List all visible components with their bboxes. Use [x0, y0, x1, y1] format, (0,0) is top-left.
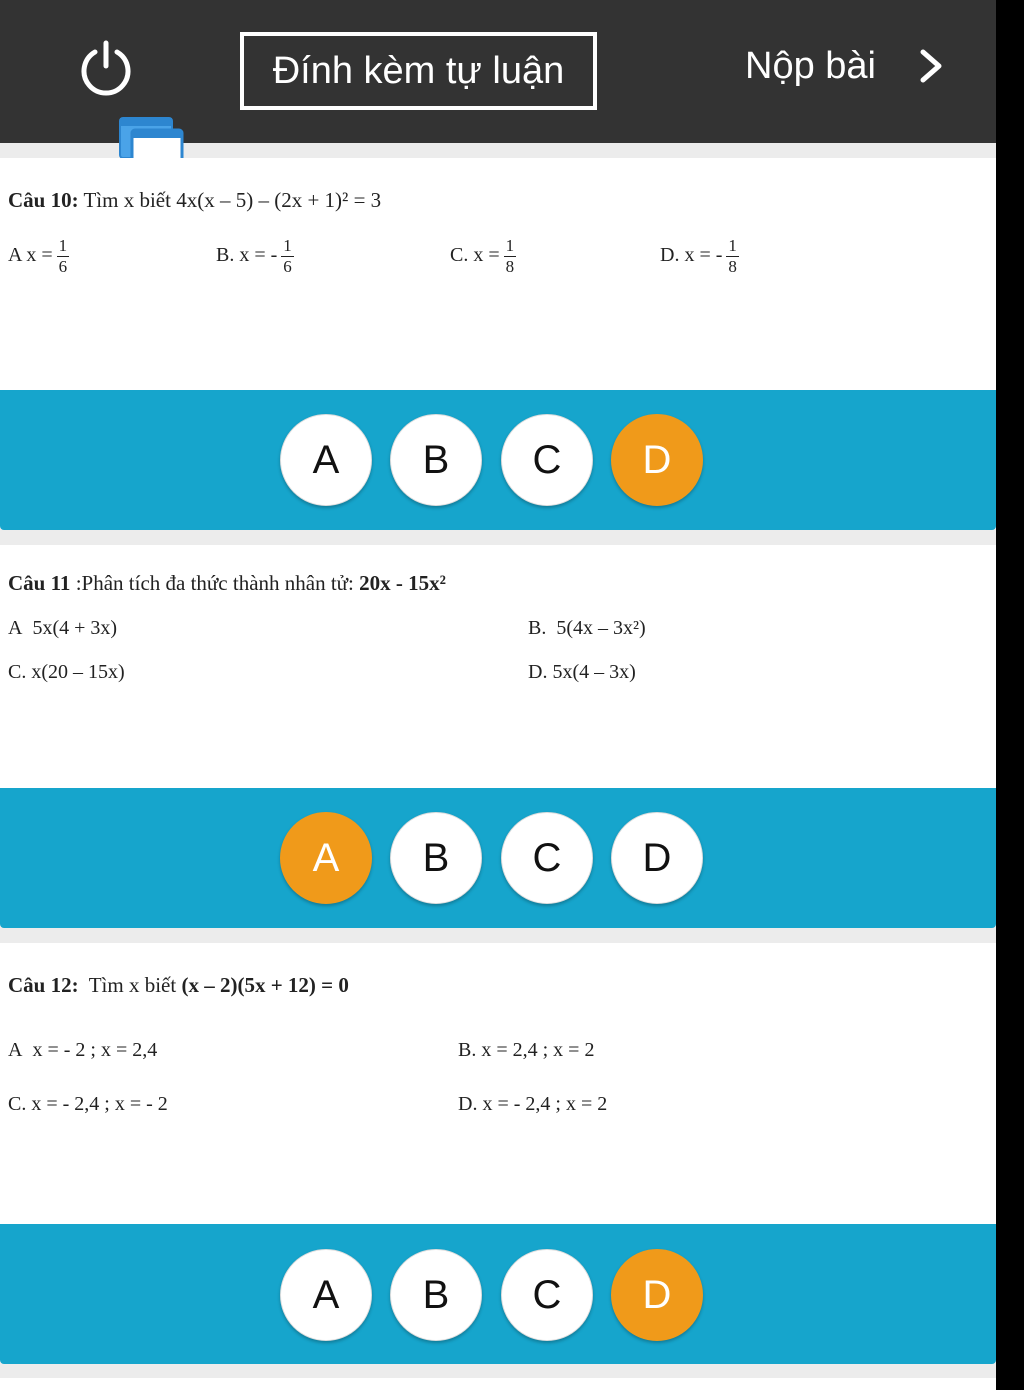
answer-c-button[interactable]: C	[501, 414, 593, 506]
option-b: B. x = - $\frac{1}{6}$	[216, 236, 292, 276]
next-question-card	[0, 1378, 996, 1390]
answer-c-button[interactable]: C	[501, 1249, 593, 1341]
chevron-right-icon[interactable]	[913, 48, 949, 84]
question-number: Câu 11	[8, 571, 71, 595]
question-card-10	[0, 158, 996, 390]
answer-b-button[interactable]: B	[390, 812, 482, 904]
option-c: C. x = - 2,4 ; x = - 2	[8, 1093, 168, 1115]
question-prompt: :Phân tích đa thức thành nhân tử:	[75, 571, 354, 595]
question-text	[8, 188, 381, 213]
submit-button[interactable]: Nộp bài	[745, 45, 876, 87]
answer-a-button[interactable]: A	[280, 812, 372, 904]
answer-b-button[interactable]: B	[390, 1249, 482, 1341]
answer-bar-10	[0, 390, 996, 530]
option-d: D. x = - $\frac{1}{8}$	[660, 236, 737, 276]
option-a: A x = $\frac{1}{6}$	[8, 236, 68, 276]
question-card-12	[0, 943, 996, 1224]
question-prompt: Tìm x biết	[88, 973, 177, 997]
question-number: Câu 10:	[8, 188, 79, 212]
question-number: Câu 12:	[8, 973, 79, 997]
option-a: A x = - 2 ; x = 2,4	[8, 1039, 158, 1061]
right-edge	[996, 0, 1024, 1390]
question-text	[8, 571, 446, 596]
question-card-11	[0, 545, 996, 788]
answer-a-button[interactable]: A	[280, 414, 372, 506]
question-text	[8, 973, 349, 998]
answer-a-button[interactable]: A	[280, 1249, 372, 1341]
option-b: B. x = 2,4 ; x = 2	[458, 1039, 595, 1061]
option-d: D. 5x(4 – 3x)	[528, 661, 636, 683]
power-icon[interactable]	[78, 40, 134, 96]
answer-d-button[interactable]: D	[611, 1249, 703, 1341]
answer-d-button[interactable]: D	[611, 812, 703, 904]
option-c: C. x(20 – 15x)	[8, 661, 125, 683]
answer-bar-11	[0, 788, 996, 928]
option-d: D. x = - 2,4 ; x = 2	[458, 1093, 608, 1115]
answer-c-button[interactable]: C	[501, 812, 593, 904]
question-prompt: Tìm x biết	[83, 188, 171, 212]
option-a: A 5x(4 + 3x)	[8, 617, 118, 639]
option-c: C. x = $\frac{1}{8}$	[450, 236, 515, 276]
attach-essay-button[interactable]: Đính kèm tự luận	[240, 32, 597, 110]
question-expression: 4x(x – 5) – (2x + 1)² = 3	[176, 188, 382, 212]
question-expression: (x – 2)(5x + 12) = 0	[181, 973, 349, 997]
question-expression: 20x - 15x²	[359, 571, 446, 595]
answer-bar-12	[0, 1224, 996, 1364]
answer-b-button[interactable]: B	[390, 414, 482, 506]
answer-d-button[interactable]: D	[611, 414, 703, 506]
option-b: B. 5(4x – 3x²)	[528, 617, 646, 639]
